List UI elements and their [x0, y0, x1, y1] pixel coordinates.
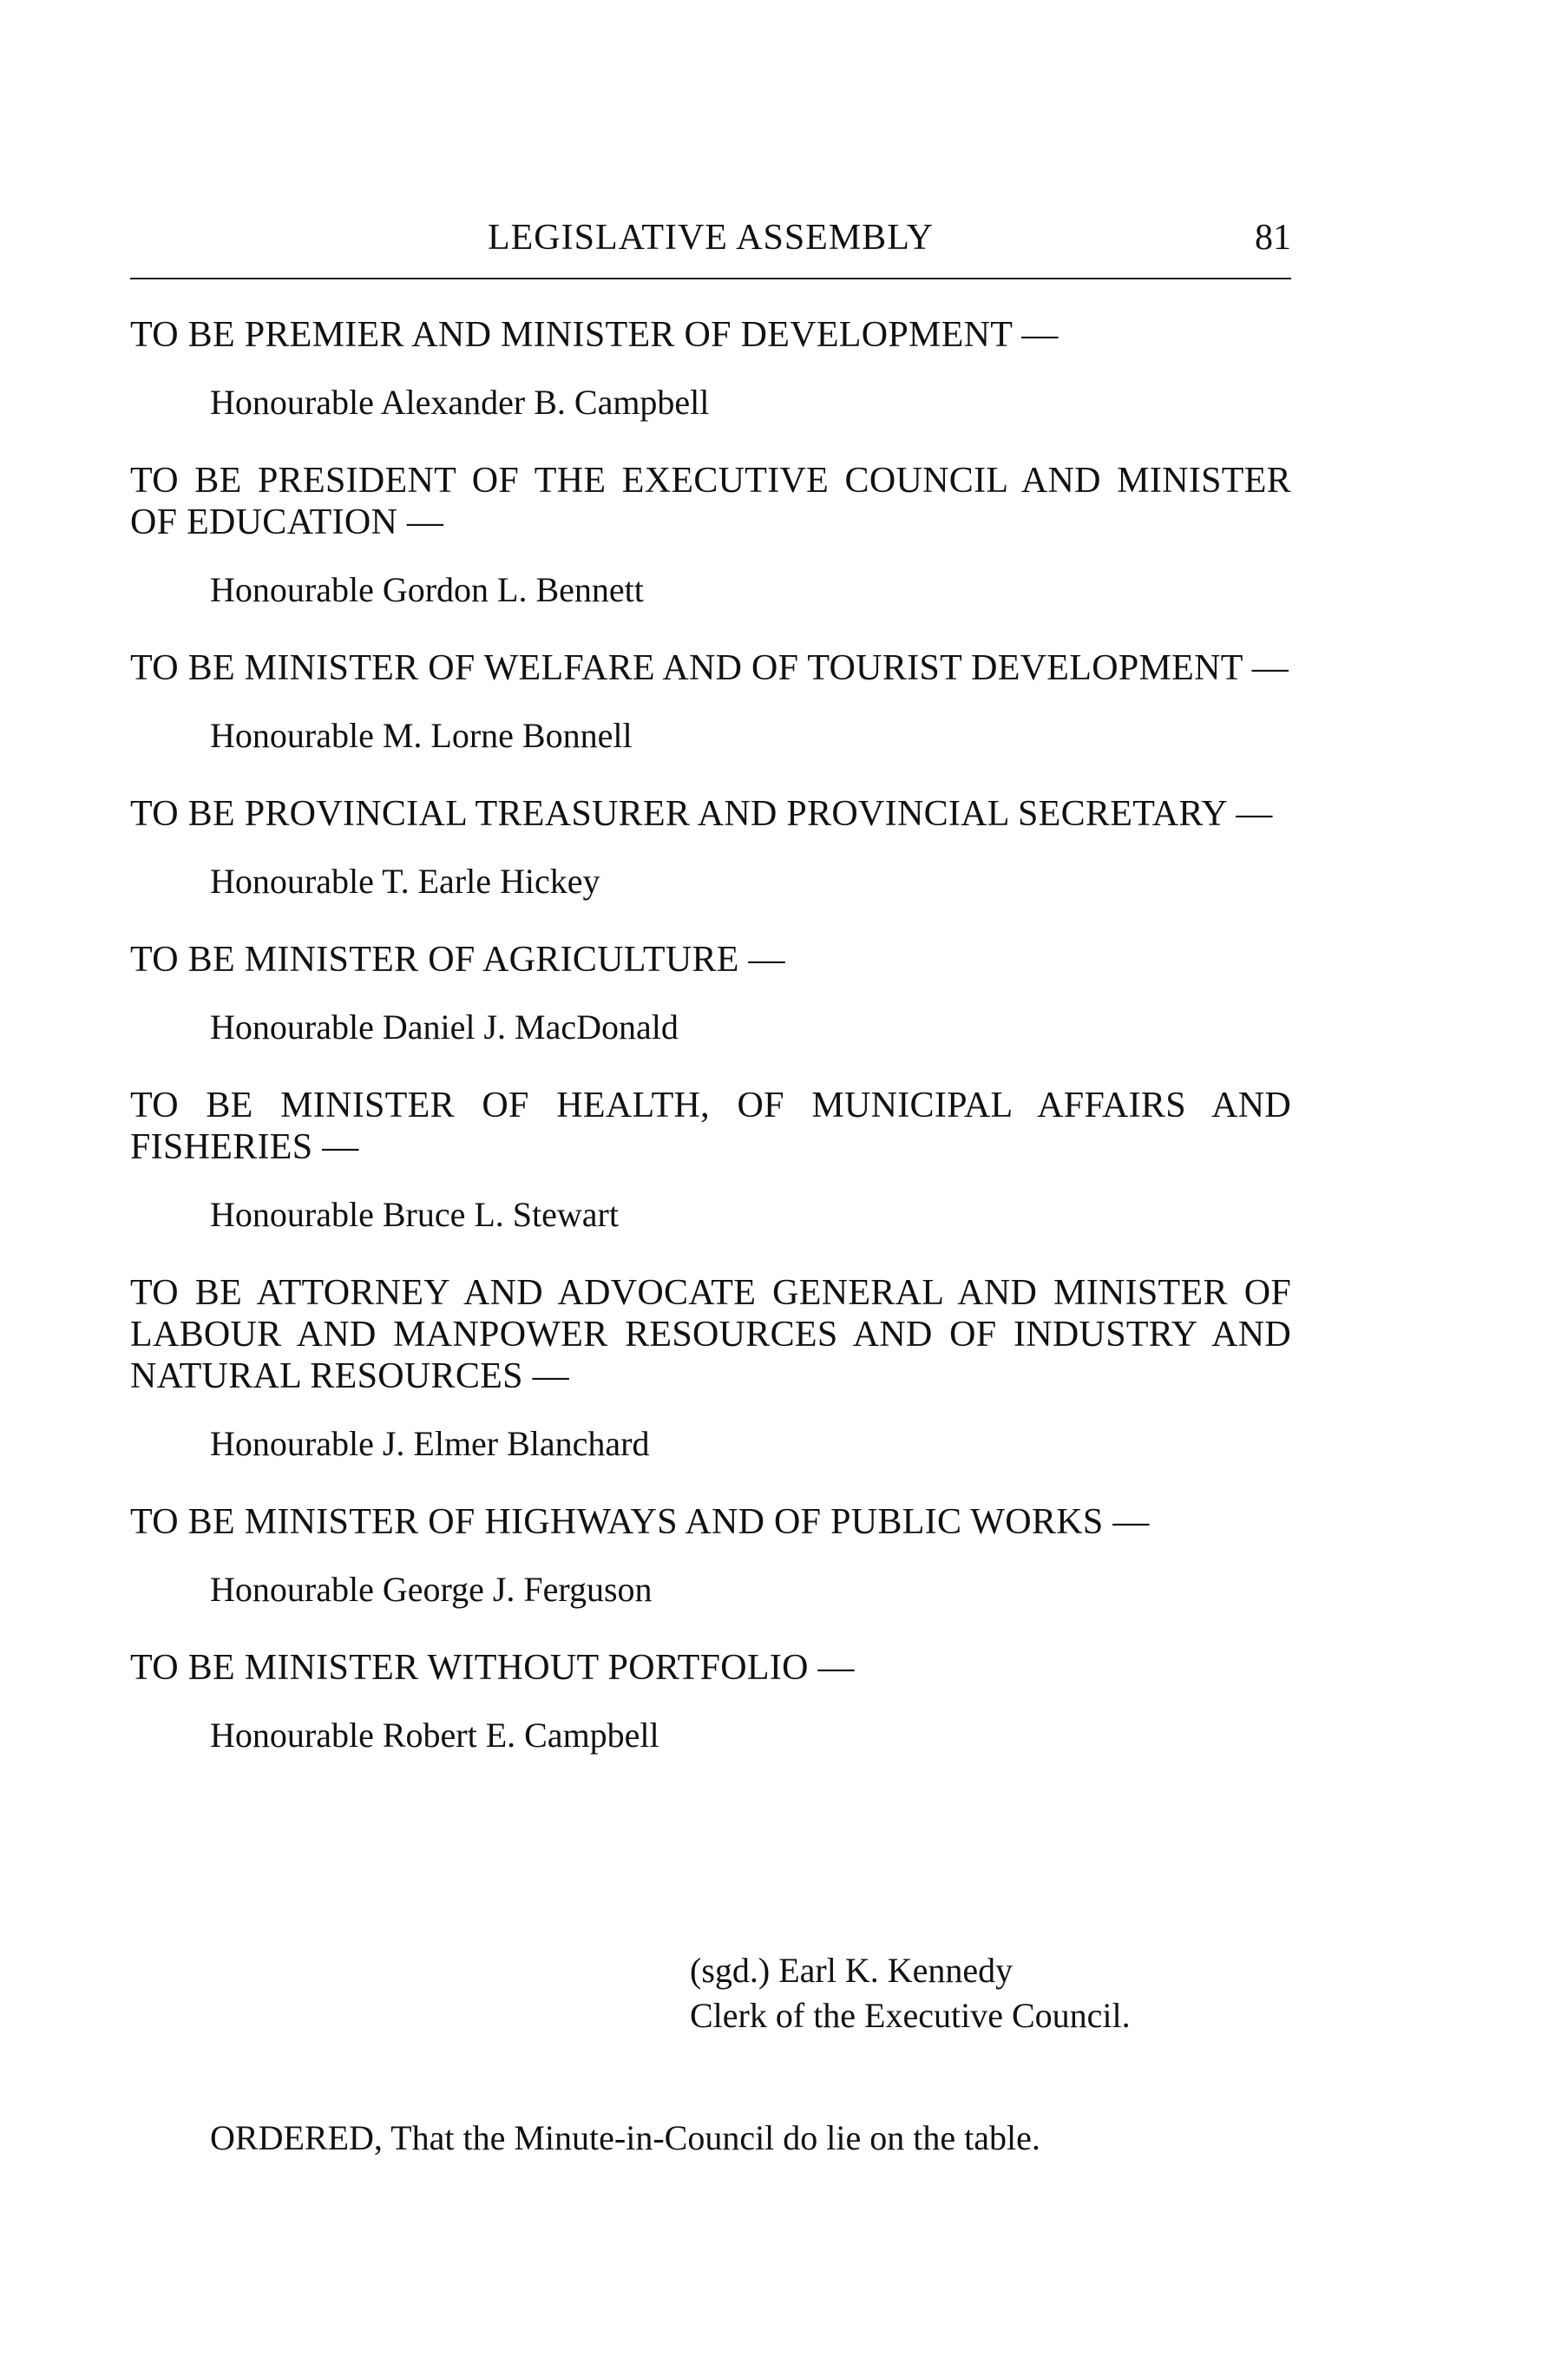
appointee-name: Honourable Gordon L. Bennett: [210, 570, 644, 609]
appointment-entry: [130, 647, 1291, 757]
signature-name: (sgd.) Earl K. Kennedy: [690, 1951, 1014, 1990]
appointment-title: TO BE PROVINCIAL TREASURER AND PROVINCIAL SECRETARY —: [130, 794, 1273, 834]
appointment-entry: [130, 1272, 1291, 1465]
appointment-entry: [130, 793, 1291, 902]
page-header: [130, 217, 1291, 278]
appointee-name: Honourable George J. Ferguson: [210, 1570, 653, 1609]
appointee-name: Honourable J. Elmer Blanchard: [210, 1424, 650, 1463]
appointment-entry: [130, 1501, 1291, 1611]
signature-block: [690, 1948, 1131, 2038]
appointee-name: Honourable Alexander B. Campbell: [210, 383, 710, 422]
appointment-entry: [130, 314, 1291, 423]
appointment-title: TO BE PRESIDENT OF THE EXECUTIVE COUNCIL AND MINISTER OF EDUCATION —: [130, 461, 1291, 542]
appointment-title: TO BE PREMIER AND MINISTER OF DEVELOPMENT —: [130, 315, 1059, 355]
appointment-title: TO BE ATTORNEY AND ADVOCATE GENERAL AND MINISTER OF LABOUR AND MANPOWER RESOURCES AND OF INDUSTRY AND NATURAL RESOURCES —: [130, 1273, 1291, 1396]
appointee-name: Honourable Daniel J. MacDonald: [210, 1007, 679, 1047]
appointee-name: Honourable T. Earle Hickey: [210, 862, 600, 901]
appointment-title: TO BE MINISTER WITHOUT PORTFOLIO —: [130, 1648, 855, 1688]
appointment-entry: [130, 1085, 1291, 1236]
header-divider: [130, 278, 1291, 279]
appointee-name: Honourable M. Lorne Bonnell: [210, 716, 633, 755]
header-title: LEGISLATIVE ASSEMBLY: [488, 218, 934, 258]
appointment-title: TO BE MINISTER OF HIGHWAYS AND OF PUBLIC WORKS —: [130, 1502, 1150, 1542]
signature-title: Clerk of the Executive Council.: [690, 1996, 1131, 2035]
appointment-entry: [130, 939, 1291, 1048]
ordered-statement: ORDERED, That the Minute-in-Council do lie on the table.: [210, 2118, 1040, 2157]
appointments-list: [130, 314, 1291, 1793]
appointment-title: TO BE MINISTER OF WELFARE AND OF TOURIST DEVELOPMENT —: [130, 648, 1289, 688]
page-number: 81: [1255, 218, 1291, 258]
appointment-title: TO BE MINISTER OF AGRICULTURE —: [130, 940, 785, 980]
appointment-entry: [130, 460, 1291, 611]
appointee-name: Honourable Bruce L. Stewart: [210, 1195, 619, 1234]
appointment-entry: [130, 1647, 1291, 1756]
appointment-title: TO BE MINISTER OF HEALTH, OF MUNICIPAL AFFAIRS AND FISHERIES —: [130, 1086, 1291, 1167]
appointee-name: Honourable Robert E. Campbell: [210, 1716, 659, 1755]
